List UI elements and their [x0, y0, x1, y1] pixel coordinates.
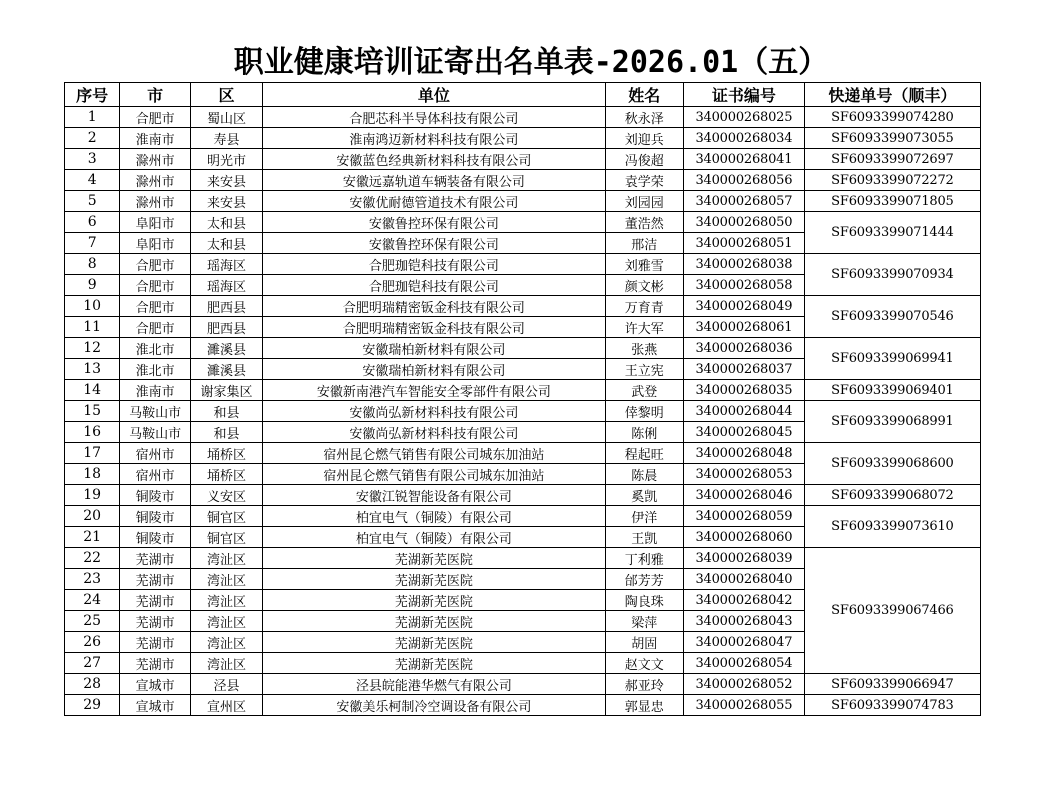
row-unit-cell: 泾县皖能港华燃气有限公司	[263, 674, 605, 695]
row-index-cell: 18	[65, 464, 120, 485]
row-name-cell: 赵文文	[605, 653, 684, 674]
row-index-cell: 17	[65, 443, 120, 464]
row-unit-cell: 安徽鲁控环保有限公司	[263, 212, 605, 233]
row-name-cell: 程起旺	[605, 443, 684, 464]
row-cert-number-cell: 340000268055	[684, 695, 805, 716]
row-unit-cell: 安徽江锐智能设备有限公司	[263, 485, 605, 506]
row-index-cell: 8	[65, 254, 120, 275]
roster-body	[65, 107, 981, 716]
row-index-cell: 23	[65, 569, 120, 590]
row-unit-cell: 淮南鸿迈新材料科技有限公司	[263, 128, 605, 149]
row-unit-cell: 安徽鲁控环保有限公司	[263, 233, 605, 254]
table-row	[65, 506, 981, 527]
row-cert-number-cell: 340000268044	[684, 401, 805, 422]
row-city-cell: 阜阳市	[120, 212, 190, 233]
row-district-cell: 来安县	[190, 170, 262, 191]
row-district-cell: 湾沚区	[190, 569, 262, 590]
row-cert-number-cell: 340000268049	[684, 296, 805, 317]
table-row	[65, 485, 981, 506]
row-index-cell: 25	[65, 611, 120, 632]
row-cert-number-cell: 340000268061	[684, 317, 805, 338]
row-district-cell: 埇桥区	[190, 464, 262, 485]
header-index: 序号	[65, 83, 120, 107]
row-unit-cell: 宿州昆仑燃气销售有限公司城东加油站	[263, 443, 605, 464]
row-express-number-cell: SF6093399070546	[804, 296, 980, 338]
row-name-cell: 邰芳芳	[605, 569, 684, 590]
row-unit-cell: 柏宜电气（铜陵）有限公司	[263, 527, 605, 548]
row-express-number-cell: SF6093399074783	[804, 695, 980, 716]
row-unit-cell: 芜湖新芜医院	[263, 653, 605, 674]
row-city-cell: 合肥市	[120, 254, 190, 275]
row-cert-number-cell: 340000268025	[684, 107, 805, 128]
row-city-cell: 芜湖市	[120, 632, 190, 653]
roster-table	[64, 82, 981, 716]
row-unit-cell: 芜湖新芜医院	[263, 611, 605, 632]
row-unit-cell: 芜湖新芜医院	[263, 590, 605, 611]
row-index-cell: 7	[65, 233, 120, 254]
row-city-cell: 芜湖市	[120, 611, 190, 632]
row-unit-cell: 安徽瑞柏新材料有限公司	[263, 338, 605, 359]
row-district-cell: 太和县	[190, 212, 262, 233]
row-city-cell: 芜湖市	[120, 548, 190, 569]
row-cert-number-cell: 340000268035	[684, 380, 805, 401]
row-index-cell: 24	[65, 590, 120, 611]
row-index-cell: 9	[65, 275, 120, 296]
row-cert-number-cell: 340000268034	[684, 128, 805, 149]
row-district-cell: 宣州区	[190, 695, 262, 716]
row-express-number-cell: SF6093399073610	[804, 506, 980, 548]
row-cert-number-cell: 340000268047	[684, 632, 805, 653]
row-cert-number-cell: 340000268059	[684, 506, 805, 527]
row-cert-number-cell: 340000268040	[684, 569, 805, 590]
row-name-cell: 陈俐	[605, 422, 684, 443]
row-index-cell: 2	[65, 128, 120, 149]
row-city-cell: 宿州市	[120, 443, 190, 464]
page-title: 职业健康培训证寄出名单表-2026.01（五）	[233, 45, 829, 80]
row-unit-cell: 安徽远嘉轨道车辆装备有限公司	[263, 170, 605, 191]
row-name-cell: 陶良珠	[605, 590, 684, 611]
table-row	[65, 380, 981, 401]
row-city-cell: 合肥市	[120, 317, 190, 338]
row-cert-number-cell: 340000268038	[684, 254, 805, 275]
row-index-cell: 28	[65, 674, 120, 695]
row-name-cell: 颜文彬	[605, 275, 684, 296]
table-row	[65, 170, 981, 191]
row-cert-number-cell: 340000268057	[684, 191, 805, 212]
row-name-cell: 冯俊超	[605, 149, 684, 170]
row-name-cell: 许大军	[605, 317, 684, 338]
table-row	[65, 149, 981, 170]
row-index-cell: 14	[65, 380, 120, 401]
row-express-number-cell: SF6093399071805	[804, 191, 980, 212]
row-cert-number-cell: 340000268058	[684, 275, 805, 296]
row-express-number-cell: SF6093399072697	[804, 149, 980, 170]
table-row	[65, 296, 981, 317]
row-city-cell: 阜阳市	[120, 233, 190, 254]
row-city-cell: 铜陵市	[120, 506, 190, 527]
row-city-cell: 铜陵市	[120, 485, 190, 506]
row-express-number-cell: SF6093399070934	[804, 254, 980, 296]
header-district: 区	[190, 83, 262, 107]
row-district-cell: 湾沚区	[190, 653, 262, 674]
row-city-cell: 滁州市	[120, 149, 190, 170]
table-row	[65, 674, 981, 695]
row-cert-number-cell: 340000268060	[684, 527, 805, 548]
row-city-cell: 合肥市	[120, 107, 190, 128]
header-row	[65, 83, 981, 107]
row-cert-number-cell: 340000268039	[684, 548, 805, 569]
row-name-cell: 张燕	[605, 338, 684, 359]
row-district-cell: 泾县	[190, 674, 262, 695]
row-name-cell: 丁利雅	[605, 548, 684, 569]
row-cert-number-cell: 340000268052	[684, 674, 805, 695]
row-index-cell: 21	[65, 527, 120, 548]
row-cert-number-cell: 340000268053	[684, 464, 805, 485]
row-name-cell: 董浩然	[605, 212, 684, 233]
row-district-cell: 和县	[190, 422, 262, 443]
row-city-cell: 铜陵市	[120, 527, 190, 548]
row-name-cell: 郝亚玲	[605, 674, 684, 695]
row-city-cell: 宣城市	[120, 695, 190, 716]
row-express-number-cell: SF6093399072272	[804, 170, 980, 191]
row-unit-cell: 芜湖新芜医院	[263, 548, 605, 569]
row-district-cell: 肥西县	[190, 296, 262, 317]
row-district-cell: 铜官区	[190, 527, 262, 548]
row-cert-number-cell: 340000268042	[684, 590, 805, 611]
row-city-cell: 合肥市	[120, 275, 190, 296]
row-district-cell: 瑶海区	[190, 275, 262, 296]
row-city-cell: 合肥市	[120, 296, 190, 317]
row-cert-number-cell: 340000268041	[684, 149, 805, 170]
row-index-cell: 29	[65, 695, 120, 716]
row-unit-cell: 安徽新南港汽车智能安全零部件有限公司	[263, 380, 605, 401]
header-name: 姓名	[605, 83, 684, 107]
row-cert-number-cell: 340000268036	[684, 338, 805, 359]
row-name-cell: 武登	[605, 380, 684, 401]
row-index-cell: 22	[65, 548, 120, 569]
row-unit-cell: 柏宜电气（铜陵）有限公司	[263, 506, 605, 527]
row-unit-cell: 宿州昆仑燃气销售有限公司城东加油站	[263, 464, 605, 485]
row-index-cell: 10	[65, 296, 120, 317]
row-district-cell: 肥西县	[190, 317, 262, 338]
row-unit-cell: 芜湖新芜医院	[263, 632, 605, 653]
row-express-number-cell: SF6093399068600	[804, 443, 980, 485]
row-cert-number-cell: 340000268050	[684, 212, 805, 233]
row-district-cell: 湾沚区	[190, 611, 262, 632]
row-city-cell: 芜湖市	[120, 569, 190, 590]
row-unit-cell: 安徽美乐柯制冷空调设备有限公司	[263, 695, 605, 716]
row-index-cell: 3	[65, 149, 120, 170]
table-row	[65, 212, 981, 233]
row-name-cell: 邢洁	[605, 233, 684, 254]
row-express-number-cell: SF6093399069401	[804, 380, 980, 401]
row-index-cell: 12	[65, 338, 120, 359]
row-name-cell: 刘迎兵	[605, 128, 684, 149]
row-city-cell: 芜湖市	[120, 653, 190, 674]
row-district-cell: 来安县	[190, 191, 262, 212]
row-name-cell: 袁学荣	[605, 170, 684, 191]
row-district-cell: 湾沚区	[190, 590, 262, 611]
row-city-cell: 宿州市	[120, 464, 190, 485]
row-index-cell: 13	[65, 359, 120, 380]
row-city-cell: 芜湖市	[120, 590, 190, 611]
row-express-number-cell: SF6093399071444	[804, 212, 980, 254]
header-unit: 单位	[263, 83, 605, 107]
row-district-cell: 瑶海区	[190, 254, 262, 275]
header-express-number: 快递单号（顺丰）	[804, 83, 980, 107]
row-cert-number-cell: 340000268048	[684, 443, 805, 464]
row-index-cell: 4	[65, 170, 120, 191]
row-city-cell: 马鞍山市	[120, 401, 190, 422]
row-district-cell: 寿县	[190, 128, 262, 149]
row-district-cell: 和县	[190, 401, 262, 422]
row-cert-number-cell: 340000268056	[684, 170, 805, 191]
row-city-cell: 淮南市	[120, 128, 190, 149]
row-name-cell: 奚凯	[605, 485, 684, 506]
row-district-cell: 太和县	[190, 233, 262, 254]
row-unit-cell: 合肥芯科半导体科技有限公司	[263, 107, 605, 128]
row-city-cell: 淮北市	[120, 359, 190, 380]
row-express-number-cell: SF6093399067466	[804, 548, 980, 674]
row-unit-cell: 合肥明瑞精密钣金科技有限公司	[263, 317, 605, 338]
table-row	[65, 191, 981, 212]
row-name-cell: 刘雅雪	[605, 254, 684, 275]
row-city-cell: 马鞍山市	[120, 422, 190, 443]
row-name-cell: 王立宪	[605, 359, 684, 380]
table-row	[65, 401, 981, 422]
row-city-cell: 滁州市	[120, 170, 190, 191]
row-district-cell: 谢家集区	[190, 380, 262, 401]
row-express-number-cell: SF6093399068991	[804, 401, 980, 443]
row-name-cell: 陈晨	[605, 464, 684, 485]
row-name-cell: 王凯	[605, 527, 684, 548]
row-district-cell: 湾沚区	[190, 632, 262, 653]
row-index-cell: 16	[65, 422, 120, 443]
row-cert-number-cell: 340000268046	[684, 485, 805, 506]
row-index-cell: 5	[65, 191, 120, 212]
table-row	[65, 695, 981, 716]
row-city-cell: 滁州市	[120, 191, 190, 212]
row-name-cell: 倖黎明	[605, 401, 684, 422]
row-district-cell: 濉溪县	[190, 359, 262, 380]
row-unit-cell: 安徽尚弘新材料科技有限公司	[263, 401, 605, 422]
row-express-number-cell: SF6093399073055	[804, 128, 980, 149]
row-name-cell: 郭显忠	[605, 695, 684, 716]
row-unit-cell: 合肥明瑞精密钣金科技有限公司	[263, 296, 605, 317]
row-district-cell: 埇桥区	[190, 443, 262, 464]
table-row	[65, 254, 981, 275]
row-name-cell: 秋永泽	[605, 107, 684, 128]
table-row	[65, 443, 981, 464]
row-index-cell: 27	[65, 653, 120, 674]
row-district-cell: 湾沚区	[190, 548, 262, 569]
row-cert-number-cell: 340000268054	[684, 653, 805, 674]
row-express-number-cell: SF6093399074280	[804, 107, 980, 128]
row-index-cell: 26	[65, 632, 120, 653]
row-name-cell: 万育青	[605, 296, 684, 317]
row-unit-cell: 合肥珈铠科技有限公司	[263, 275, 605, 296]
row-express-number-cell: SF6093399066947	[804, 674, 980, 695]
row-district-cell: 铜官区	[190, 506, 262, 527]
row-district-cell: 濉溪县	[190, 338, 262, 359]
row-name-cell: 胡固	[605, 632, 684, 653]
row-unit-cell: 安徽瑞柏新材料有限公司	[263, 359, 605, 380]
table-row	[65, 548, 981, 569]
row-district-cell: 蜀山区	[190, 107, 262, 128]
row-city-cell: 淮北市	[120, 338, 190, 359]
row-index-cell: 1	[65, 107, 120, 128]
row-unit-cell: 安徽蓝色经典新材料科技有限公司	[263, 149, 605, 170]
header-cert-number: 证书编号	[684, 83, 805, 107]
table-row	[65, 128, 981, 149]
row-unit-cell: 安徽尚弘新材料科技有限公司	[263, 422, 605, 443]
row-express-number-cell: SF6093399069941	[804, 338, 980, 380]
row-cert-number-cell: 340000268037	[684, 359, 805, 380]
row-unit-cell: 安徽优耐德管道技术有限公司	[263, 191, 605, 212]
row-index-cell: 20	[65, 506, 120, 527]
row-cert-number-cell: 340000268045	[684, 422, 805, 443]
table-row	[65, 107, 981, 128]
row-district-cell: 义安区	[190, 485, 262, 506]
row-city-cell: 淮南市	[120, 380, 190, 401]
row-name-cell: 梁萍	[605, 611, 684, 632]
table-row	[65, 338, 981, 359]
header-city: 市	[120, 83, 190, 107]
row-cert-number-cell: 340000268043	[684, 611, 805, 632]
row-unit-cell: 芜湖新芜医院	[263, 569, 605, 590]
row-index-cell: 15	[65, 401, 120, 422]
row-index-cell: 6	[65, 212, 120, 233]
row-express-number-cell: SF6093399068072	[804, 485, 980, 506]
row-unit-cell: 合肥珈铠科技有限公司	[263, 254, 605, 275]
row-index-cell: 19	[65, 485, 120, 506]
row-cert-number-cell: 340000268051	[684, 233, 805, 254]
row-city-cell: 宣城市	[120, 674, 190, 695]
row-index-cell: 11	[65, 317, 120, 338]
row-name-cell: 伊洋	[605, 506, 684, 527]
row-name-cell: 刘园园	[605, 191, 684, 212]
row-district-cell: 明光市	[190, 149, 262, 170]
